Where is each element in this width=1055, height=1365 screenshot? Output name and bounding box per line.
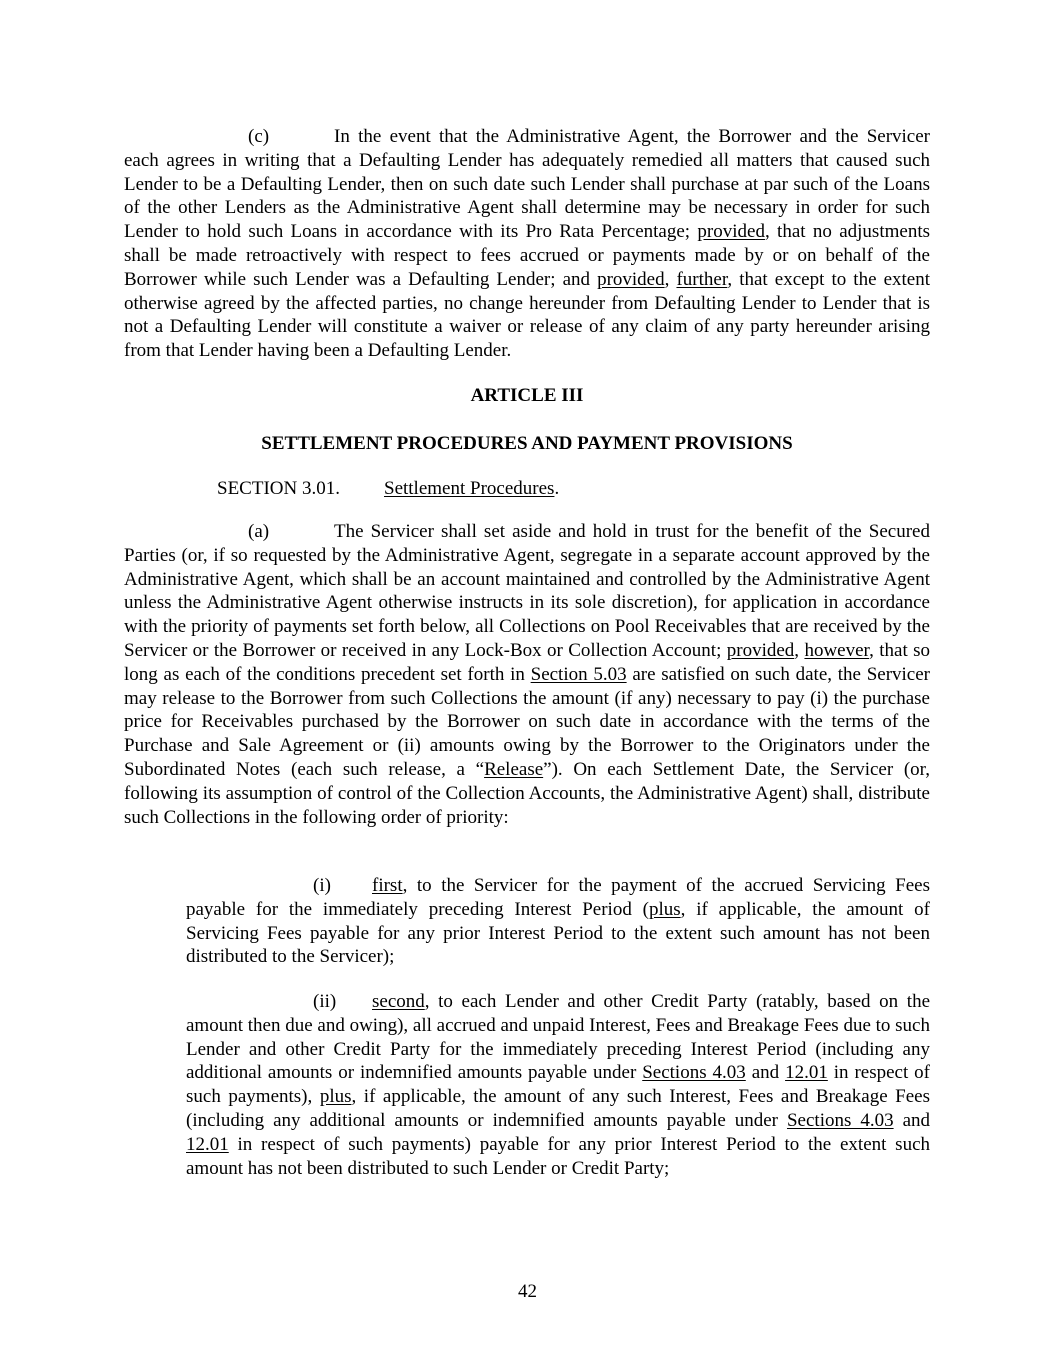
- clause-ii-text-4: , if applicable, the amount of any such Interest, Fees and Breakage Fees (including any additional amounts or indemnified amounts payable under: [186, 1086, 930, 1131]
- paragraph-c-text-1: In the event that the Administrative Agent, the Borrower and the Servicer each agrees in writing that a Defaulting Lender has adequately remedied all matters that caused such Lender to be a Defaulting Lender, then on such date such Lender shall purchase at par such of the Loans of the other Lenders as the Administrative Agent shall determine may be necessary in order for such Lender to hold such Loans in accordance with its Pro Rata Percentage;: [124, 126, 930, 243]
- provided-term: provided: [597, 268, 665, 290]
- paragraph-c-text-2: , that no adjustments shall be made retroactively with respect to fees accrued or payments made by or on behalf of the Borrower while such Lender was a Defaulting Lender; and: [124, 221, 930, 290]
- section-reference: Section 5.03: [530, 663, 627, 685]
- clause-i: [186, 874, 930, 969]
- section-reference: Sections 4.03: [642, 1062, 746, 1084]
- section-period: .: [554, 478, 560, 499]
- section-reference: 12.01: [785, 1062, 828, 1084]
- clause-i-label: (i): [313, 875, 331, 896]
- article-title: ARTICLE III: [470, 385, 584, 406]
- first-term: first: [372, 875, 403, 896]
- paragraph-a-label: (a): [248, 521, 270, 542]
- article-subtitle: SETTLEMENT PROCEDURES AND PAYMENT PROVISIONS: [261, 433, 793, 454]
- provided-term: provided: [697, 221, 765, 243]
- page-number: 42: [518, 1281, 537, 1302]
- clause-ii: [186, 990, 930, 1180]
- paragraph-c-text-4: , that except to the extent otherwise agreed by the affected parties, no change hereunder from Defaulting Lender to Lender that is not a Defaulting Lender will constitute a waiver or release of any claim of any party hereunder arising from that Lender having been a Defaulting Lender.: [124, 268, 931, 362]
- section-reference: Sections 4.03: [786, 1109, 894, 1131]
- section-heading: [217, 477, 559, 501]
- plus-term: plus: [319, 1086, 352, 1108]
- clause-i-text-1: , to the Servicer for the payment of the accrued Servicing Fees payable for the immediately preceding Interest Period (: [186, 875, 930, 920]
- paragraph-a-text-3: , that so long as each of the conditions precedent set forth in: [124, 639, 930, 685]
- clause-ii-text-2: and: [745, 1062, 786, 1084]
- clause-i-text-2: , if applicable, the amount of Servicing Fees payable for any prior Interest Period to the extent such amount has not been distributed to the Servicer);: [186, 898, 930, 968]
- paragraph-a-text-1: The Servicer shall set aside and hold in trust for the benefit of the Secured Parties (or, if so requested by the Administrative Agent, segregate in a separate account approved by the Administrative Agent, which shall be an account maintained and controlled by the Administrative Agent unless the Administrative Agent otherwise instructs in its sole discretion), for application in accordance with the priority of payments set forth below, all Collections on Pool Receivables that are received by the Servicer or the Borrower or received in any Lock-Box or Collection Account;: [124, 521, 930, 661]
- paragraph-a-text-4: are satisfied on such date, the Servicer may release to the Borrower from such Collections the amount (if any) necessary to pay (i) the purchase price for Receivables purchased by the Borrower on such date in accordance with the terms of the Purchase and Sale Agreement or (ii) amounts owing by the Borrower to the Originators under the Subordinated Notes (each such release, a “: [124, 663, 931, 780]
- however-term: however: [804, 639, 870, 661]
- clause-ii-label: (ii): [313, 991, 337, 1012]
- provided-term: provided: [726, 639, 795, 661]
- paragraph-c: [124, 125, 930, 363]
- second-term: second: [372, 991, 425, 1012]
- paragraph-c-label: (c): [248, 126, 270, 147]
- plus-term: plus: [648, 898, 681, 920]
- section-reference: 12.01: [186, 1133, 229, 1155]
- paragraph-a-text-5: ”). On each Settlement Date, the Servicer (or, following its assumption of control of the Collection Accounts, the Administrative Agent) shall, distribute such Collections in the following order of priority:: [124, 758, 930, 828]
- release-term: Release: [484, 758, 544, 780]
- clause-ii-text-3: in respect of such payments),: [186, 1062, 931, 1108]
- clause-ii-text-1: , to each Lender and other Credit Party (ratably, based on the amount then due and owing), all accrued and unpaid Interest, Fees and Breakage Fees due to such Lender and other Credit Party for the immediately preceding Interest Period (including any additional amounts or indemnified amounts payable under: [186, 991, 930, 1084]
- paragraph-a: [124, 520, 930, 829]
- section-number: SECTION 3.01.: [217, 478, 340, 499]
- clause-ii-text-5: and: [893, 1109, 930, 1131]
- paragraph-a-text-2: ,: [794, 639, 805, 661]
- further-term: further: [676, 268, 728, 290]
- paragraph-c-text-3: ,: [664, 268, 677, 290]
- section-title: Settlement Procedures: [384, 478, 555, 499]
- clause-ii-text-6: in respect of such payments) payable for any prior Interest Period to the extent such amount has not been distributed to such Lender or Credit Party;: [186, 1133, 930, 1179]
